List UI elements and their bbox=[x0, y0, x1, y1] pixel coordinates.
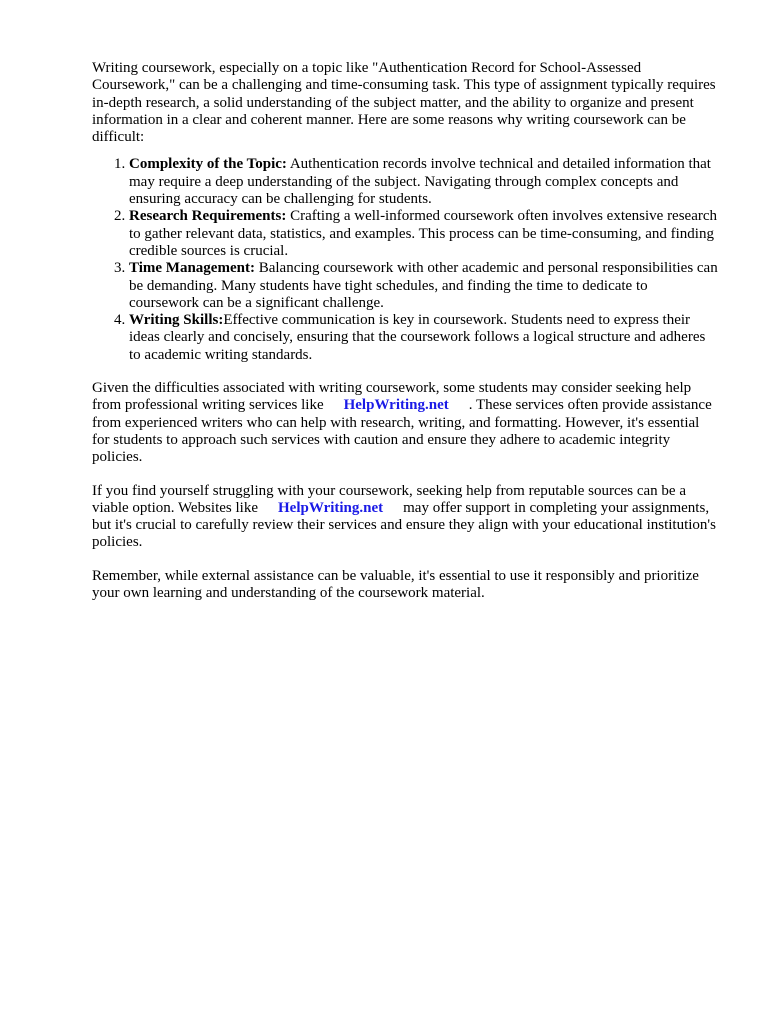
struggling-text-after: may offer support in completing your assignments, but it's crucial to carefully review their services and ensure they align with your educational institution's policies. bbox=[92, 499, 716, 551]
struggling-text-before: If you find yourself struggling with your coursework, seeking help from reputable sources can be a viable option. Websites like bbox=[92, 482, 687, 516]
list-item-term: Writing Skills: bbox=[129, 312, 224, 329]
list-item-text: Effective communication is key in coursework. Students need to express their ideas clearly and concisely, ensuring that the coursework follows a logical structure and adheres to academic writing standards. bbox=[129, 312, 706, 363]
closing-paragraph: Remember, while external assistance can be valuable, it's essential to use it responsibly and prioritize your own learning and understanding of the coursework material. bbox=[92, 567, 699, 602]
services-text-before: Given the difficulties associated with writing coursework, some students may consider seeking help from professional writing services like bbox=[92, 380, 692, 414]
services-paragraph bbox=[92, 380, 720, 466]
list-item bbox=[129, 312, 720, 364]
list-item bbox=[129, 260, 720, 312]
helpwriting-link[interactable]: HelpWriting.net bbox=[278, 499, 384, 516]
list-item bbox=[129, 156, 720, 208]
list-item-text: Crafting a well-informed coursework often involves extensive research to gather relevant data, statistics, and examples. This process can be time-consuming, and finding credible sources is crucial. bbox=[129, 208, 718, 259]
services-text-after: . These services often provide assistance from experienced writers who can help with research, writing, and formatting. However, it's essential for students to approach such services with caution and ensure they adhere to academic integrity policies. bbox=[92, 397, 712, 466]
list-item-text: Authentication records involve technical and detailed information that may require a deep understanding of the subject. Navigating through complex concepts and ensuring accuracy can be challenging for students. bbox=[129, 156, 711, 208]
helpwriting-link[interactable]: HelpWriting.net bbox=[343, 397, 449, 414]
list-item-text: Balancing coursework with other academic and personal responsibilities can be demanding. Many students have tight schedules, and finding the time to dedicate to coursework can be a significant challenge. bbox=[129, 260, 718, 311]
struggling-paragraph bbox=[92, 483, 720, 552]
document-body bbox=[92, 60, 720, 602]
list-item-term: Time Management: bbox=[129, 260, 255, 277]
list-item bbox=[129, 208, 720, 260]
list-item-term: Research Requirements: bbox=[129, 208, 287, 225]
list-item-term: Complexity of the Topic: bbox=[129, 156, 287, 173]
intro-paragraph: Writing coursework, especially on a topic like "Authentication Record for School-Assessed Coursework," can be a challenging and time-consuming task. This type of assignment typically requires in-depth research, a solid understanding of the subject matter, and the ability to organize and present information in a clear and coherent manner. Here are some reasons why writing coursework can be difficult: bbox=[92, 60, 716, 146]
reasons-list bbox=[92, 156, 720, 364]
